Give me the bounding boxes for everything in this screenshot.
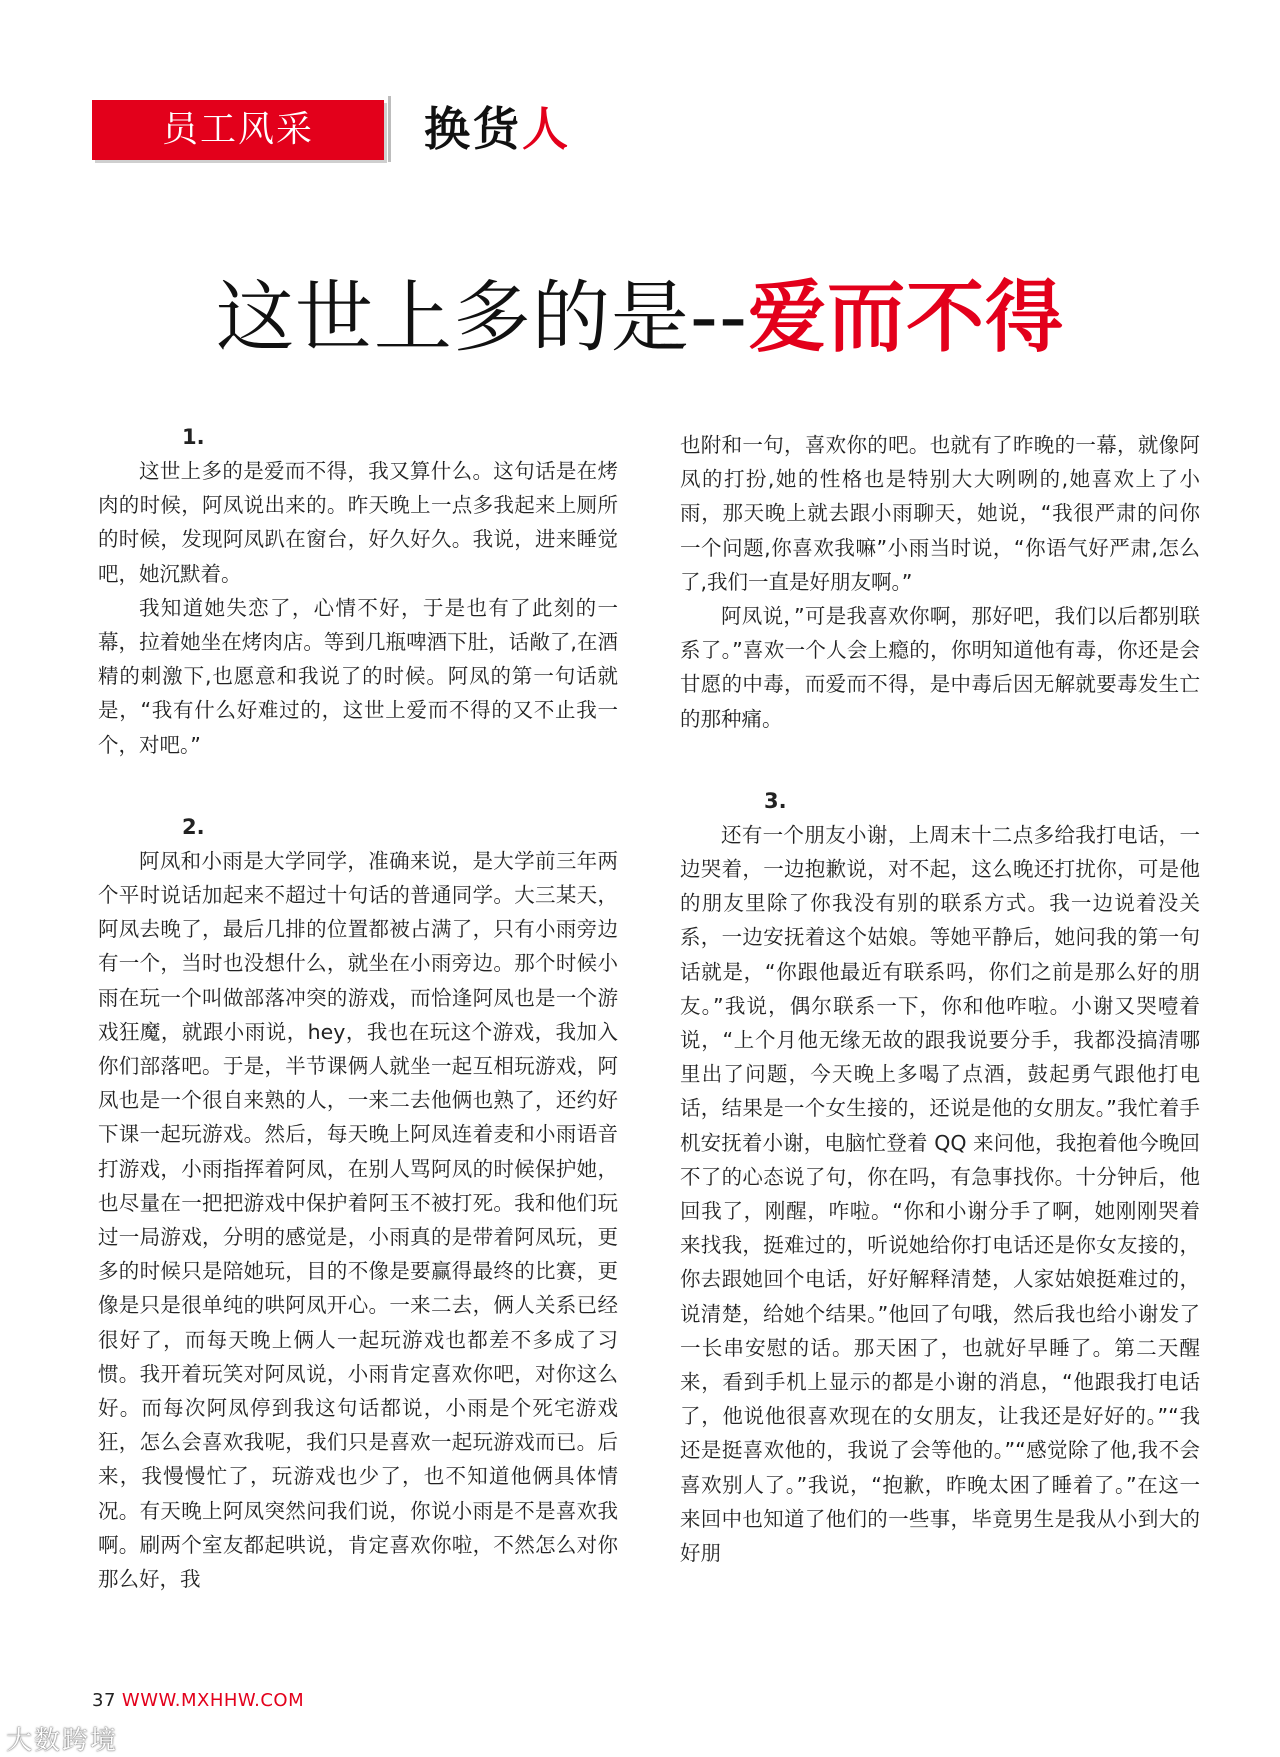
- column-title-main: 换货: [424, 102, 522, 156]
- left-column: [98, 420, 618, 1596]
- page-number: 37: [92, 1690, 116, 1711]
- watermark-text: 大数跨境: [6, 1726, 119, 1756]
- article-title-main: 这世上多的是--: [215, 273, 749, 363]
- section-tag: 员工风采: [92, 100, 384, 160]
- section-gap: [680, 736, 1200, 784]
- article-title: [0, 268, 1280, 368]
- column-title: [424, 96, 571, 162]
- section-1-paragraph-2: 我知道她失恋了，心情不好，于是也有了此刻的一幕，拉着她坐在烤肉店。等到几瓶啤酒下肚，话敞了,在酒精的刺激下,也愿意和我说了的时候。阿凤的第一句话就是，“我有什么好难过的，这世上爱而不得的又不止我一个，对吧。”: [98, 595, 618, 757]
- article-title-accent: 爱而不得: [748, 273, 1065, 363]
- section-3-paragraph-1: 还有一个朋友小谢，上周末十二点多给我打电话，一边哭着，一边抱歉说，对不起，这么晚还打扰你，可是他的朋友里除了你我没有别的联系方式。我一边说着没关系，一边安抚着这个姑娘。等她平静后，她问我的第一句话就是，“你跟他最近有联系吗，你们之前是那么好的朋友。”我说，偶尔联系一下，你和他咋啦。小谢又哭噎着说，“上个月他无缘无故的跟我说要分手，我都没搞清哪里出了问题，今天晚上多喝了点酒，鼓起勇气跟他打电话，结果是一个女生接的，还说是他的女朋友。”我忙着手机安抚着小谢，电脑忙登着 QQ 来问他，我抱着他今晚回不了的心态说了句，你在吗，有急事找你。十分钟后，他回我了，刚醒，咋啦。“你和小谢分手了啊，她刚刚哭着来找我，挺难过的，听说她给你打电话还是你女友接的，你去跟她回个电话，好好解释清楚，人家姑娘挺难过的，说清楚，给她个结果。”他回了句哦，然后我也给小谢发了一长串安慰的话。那天困了，也就好早睡了。第二天醒来，看到手机上显示的都是小谢的消息，“他跟我打电话了，他说他很喜欢现在的女朋友，让我还是好好的。”“我还是挺喜欢他的，我说了会等他的。”“感觉除了他,我不会喜欢别人了。”我说，“抱歉，昨晚太困了睡着了。”在这一来回中也知道了他们的一些事，毕竟男生是我从小到大的好朋: [680, 822, 1200, 1566]
- section-2-paragraph-2: 阿凤说，”可是我喜欢你啊，那好吧，我们以后都别联系了。”喜欢一个人会上瘾的，你明知道他有毒，你还是会甘愿的中毒，而爱而不得，是中毒后因无解就要毒发生亡的那种痛。: [680, 604, 1200, 731]
- section-3-number: 3.: [764, 788, 787, 813]
- page-footer: [92, 1690, 304, 1711]
- section-2-paragraph-1: 阿凤和小雨是大学同学，准确来说，是大学前三年两个平时说话加起来不超过十句话的普通同学。大三某天，阿凤去晚了，最后几排的位置都被占满了，只有小雨旁边有一个，当时也没想什么，就坐在小雨旁边。那个时候小雨在玩一个叫做部落冲突的游戏，而恰逢阿凤也是一个游戏狂魔，就跟小雨说，hey，我也在玩这个游戏，我加入你们部落吧。于是，半节课俩人就坐一起互相玩游戏，阿凤也是一个很自来熟的人，一来二去他俩也熟了，还约好下课一起玩游戏。然后，每天晚上阿凤连着麦和小雨语音打游戏，小雨指挥着阿凤，在别人骂阿凤的时候保护她，也尽量在一把把游戏中保护着阿玉不被打死。我和他们玩过一局游戏，分明的感觉是，小雨真的是带着阿凤玩，更多的时候只是陪她玩，目的不像是要赢得最终的比赛，更像是只是很单纯的哄阿凤开心。一来二去，俩人关系已经很好了，而每天晚上俩人一起玩游戏也都差不多成了习惯。我开着玩笑对阿凤说，小雨肯定喜欢你吧，对你这么好。而每次阿凤停到我这句话都说，小雨是个死宅游戏狂，怎么会喜欢我呢，我们只是喜欢一起玩游戏而已。后来，我慢慢忙了，玩游戏也少了，也不知道他俩具体情况。有天晚上阿凤突然问我们说，你说小雨是不是喜欢我啊。刷两个室友都起哄说，肯定喜欢你啦，不然怎么对你那么好，我: [98, 848, 618, 1592]
- section-gap: [98, 762, 618, 810]
- right-column: [680, 428, 1200, 1570]
- column-title-accent: 人: [522, 102, 571, 156]
- section-2-continued: 也附和一句，喜欢你的吧。也就有了昨晚的一幕，就像阿凤的打扮,她的性格也是特别大大咧咧的,她喜欢上了小雨，那天晚上就去跟小雨聊天，她说，“我很严肃的问你一个问题,你喜欢我嘛”小雨当时说，“你语气好严肃,怎么了,我们一直是好朋友啊。”: [680, 433, 1200, 594]
- section-2-number: 2.: [182, 814, 205, 839]
- header-divider: [388, 96, 391, 162]
- section-1-paragraph-1: 这世上多的是爱而不得，我又算什么。这句话是在烤肉的时候，阿凤说出来的。昨天晚上一点多我起来上厕所的时候，发现阿凤趴在窗台，好久好久。我说，进来睡觉吧，她沉默着。: [98, 459, 618, 586]
- section-1-number: 1.: [182, 425, 205, 449]
- site-url: WWW.MXHHW.COM: [121, 1690, 305, 1711]
